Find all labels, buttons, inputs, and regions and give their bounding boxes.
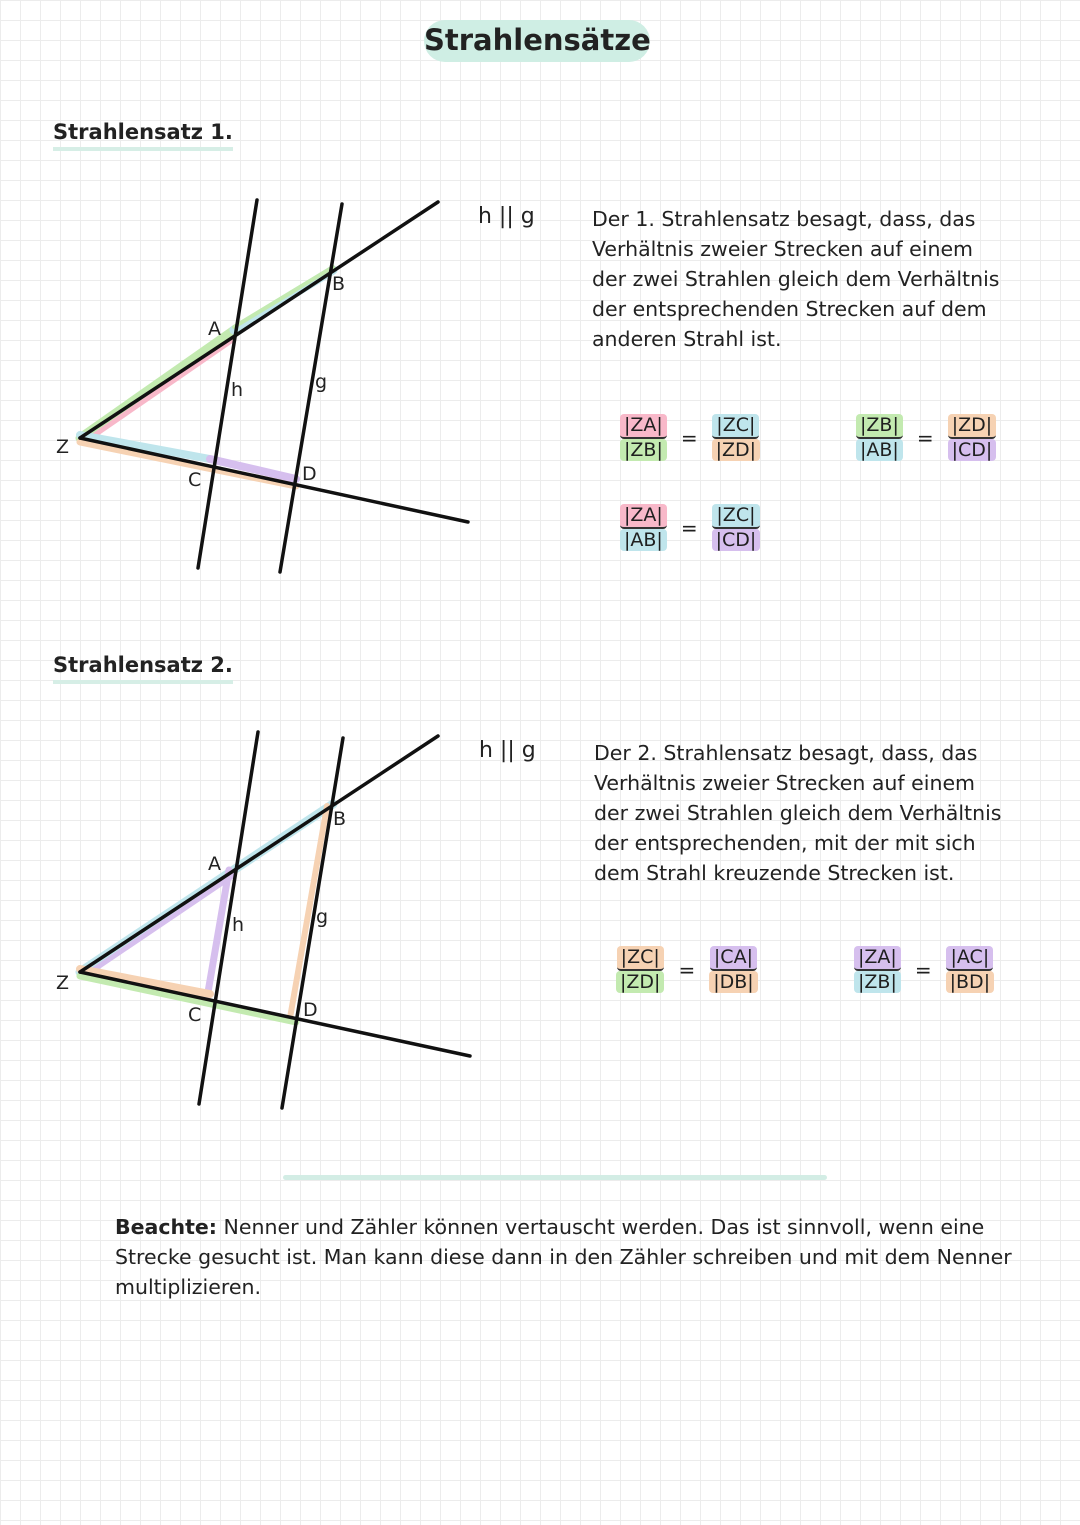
- label-a: A: [208, 318, 221, 340]
- fraction: [709, 946, 757, 993]
- upper-ray: [80, 202, 438, 438]
- section1-equation-2: [856, 414, 996, 461]
- denominator: |BD|: [946, 971, 994, 993]
- numerator: |ZB|: [856, 414, 903, 439]
- label-z: Z: [56, 972, 70, 994]
- label-d: D: [302, 463, 317, 485]
- lower-ray: [80, 438, 468, 522]
- fraction: [948, 414, 997, 461]
- label-g: g: [316, 906, 329, 928]
- fraction: [946, 946, 994, 993]
- section2-equation-2: [854, 946, 994, 993]
- section1-heading: Strahlensatz 1.: [53, 120, 233, 151]
- numerator: |AC|: [946, 946, 993, 971]
- section1-diagram: [0, 190, 480, 590]
- divider: [283, 1175, 827, 1180]
- label-d: D: [303, 999, 318, 1021]
- section2-equation-1: [616, 946, 758, 993]
- parallel-h: [199, 732, 258, 1104]
- numerator: |CA|: [710, 946, 757, 971]
- fraction: [616, 946, 664, 993]
- equals-sign: =: [680, 515, 698, 540]
- label-g: g: [315, 371, 328, 393]
- parallel-g: [280, 204, 342, 572]
- numerator: |ZA|: [854, 946, 901, 971]
- denominator: |DB|: [709, 971, 757, 993]
- label-a: A: [208, 853, 221, 875]
- label-z: Z: [56, 436, 70, 458]
- numerator: |ZA|: [620, 504, 667, 529]
- section1-text: Der 1. Strahlensatz besagt, dass, das Verhältnis zweier Strecken auf einem der zwei Strahlen gleich dem Verhältnis der entsprechenden Strecken auf dem anderen Strahl ist.: [592, 207, 1000, 351]
- lower-ray: [80, 972, 470, 1056]
- numerator: |ZA|: [620, 414, 667, 439]
- section2-diagram: [0, 724, 480, 1124]
- fraction: [712, 504, 761, 551]
- denominator: |ZB|: [854, 971, 901, 993]
- denominator: |CD|: [948, 439, 997, 461]
- numerator: |ZC|: [712, 414, 759, 439]
- note-label: Beachte:: [115, 1215, 218, 1239]
- numerator: |ZD|: [948, 414, 996, 439]
- fraction: [712, 414, 760, 461]
- section1-parallel-note: h || g: [478, 204, 535, 229]
- fraction: [856, 414, 903, 461]
- note-text: Nenner und Zähler können vertauscht werden. Das ist sinnvoll, wenn eine Strecke gesucht ist. Man kann diese dann in den Zähler schreiben und mit dem Nenner multiplizieren.: [115, 1215, 1012, 1299]
- label-c: C: [188, 469, 202, 491]
- fraction: [620, 504, 667, 551]
- denominator: |ZD|: [616, 971, 664, 993]
- section2-text: Der 2. Strahlensatz besagt, dass, das Verhältnis zweier Strecken auf einem der zwei Strahlen gleich dem Verhältnis der entsprechenden, mit der mit sich dem Strahl kreuzende Strecken ist.: [594, 741, 1002, 885]
- page-title: Strahlensätze: [424, 20, 650, 62]
- section1-equation-1: [620, 414, 760, 461]
- section1-equation-3: [620, 504, 760, 551]
- parallel-h: [198, 200, 257, 568]
- denominator: |AB|: [620, 529, 667, 551]
- label-h: h: [232, 914, 245, 936]
- highlight-ab-green: [234, 267, 333, 327]
- denominator: |AB|: [856, 439, 903, 461]
- highlight-za-pink: [86, 339, 234, 441]
- label-c: C: [188, 1004, 202, 1026]
- numerator: |ZC|: [617, 946, 664, 971]
- label-h: h: [231, 379, 244, 401]
- numerator: |ZC|: [712, 504, 759, 529]
- equals-sign: =: [678, 957, 696, 982]
- note: [115, 1212, 1015, 1302]
- section2-parallel-note: h || g: [479, 738, 536, 763]
- denominator: |ZB|: [620, 439, 667, 461]
- label-b: B: [332, 273, 346, 295]
- equals-sign: =: [914, 957, 932, 982]
- denominator: |CD|: [712, 529, 761, 551]
- equals-sign: =: [680, 425, 698, 450]
- fraction: [854, 946, 901, 993]
- label-b: B: [333, 808, 347, 830]
- parallel-g: [282, 738, 343, 1108]
- upper-ray: [80, 736, 438, 972]
- section2-heading: Strahlensatz 2.: [53, 653, 233, 684]
- denominator: |ZD|: [712, 439, 760, 461]
- fraction: [620, 414, 667, 461]
- equals-sign: =: [916, 425, 934, 450]
